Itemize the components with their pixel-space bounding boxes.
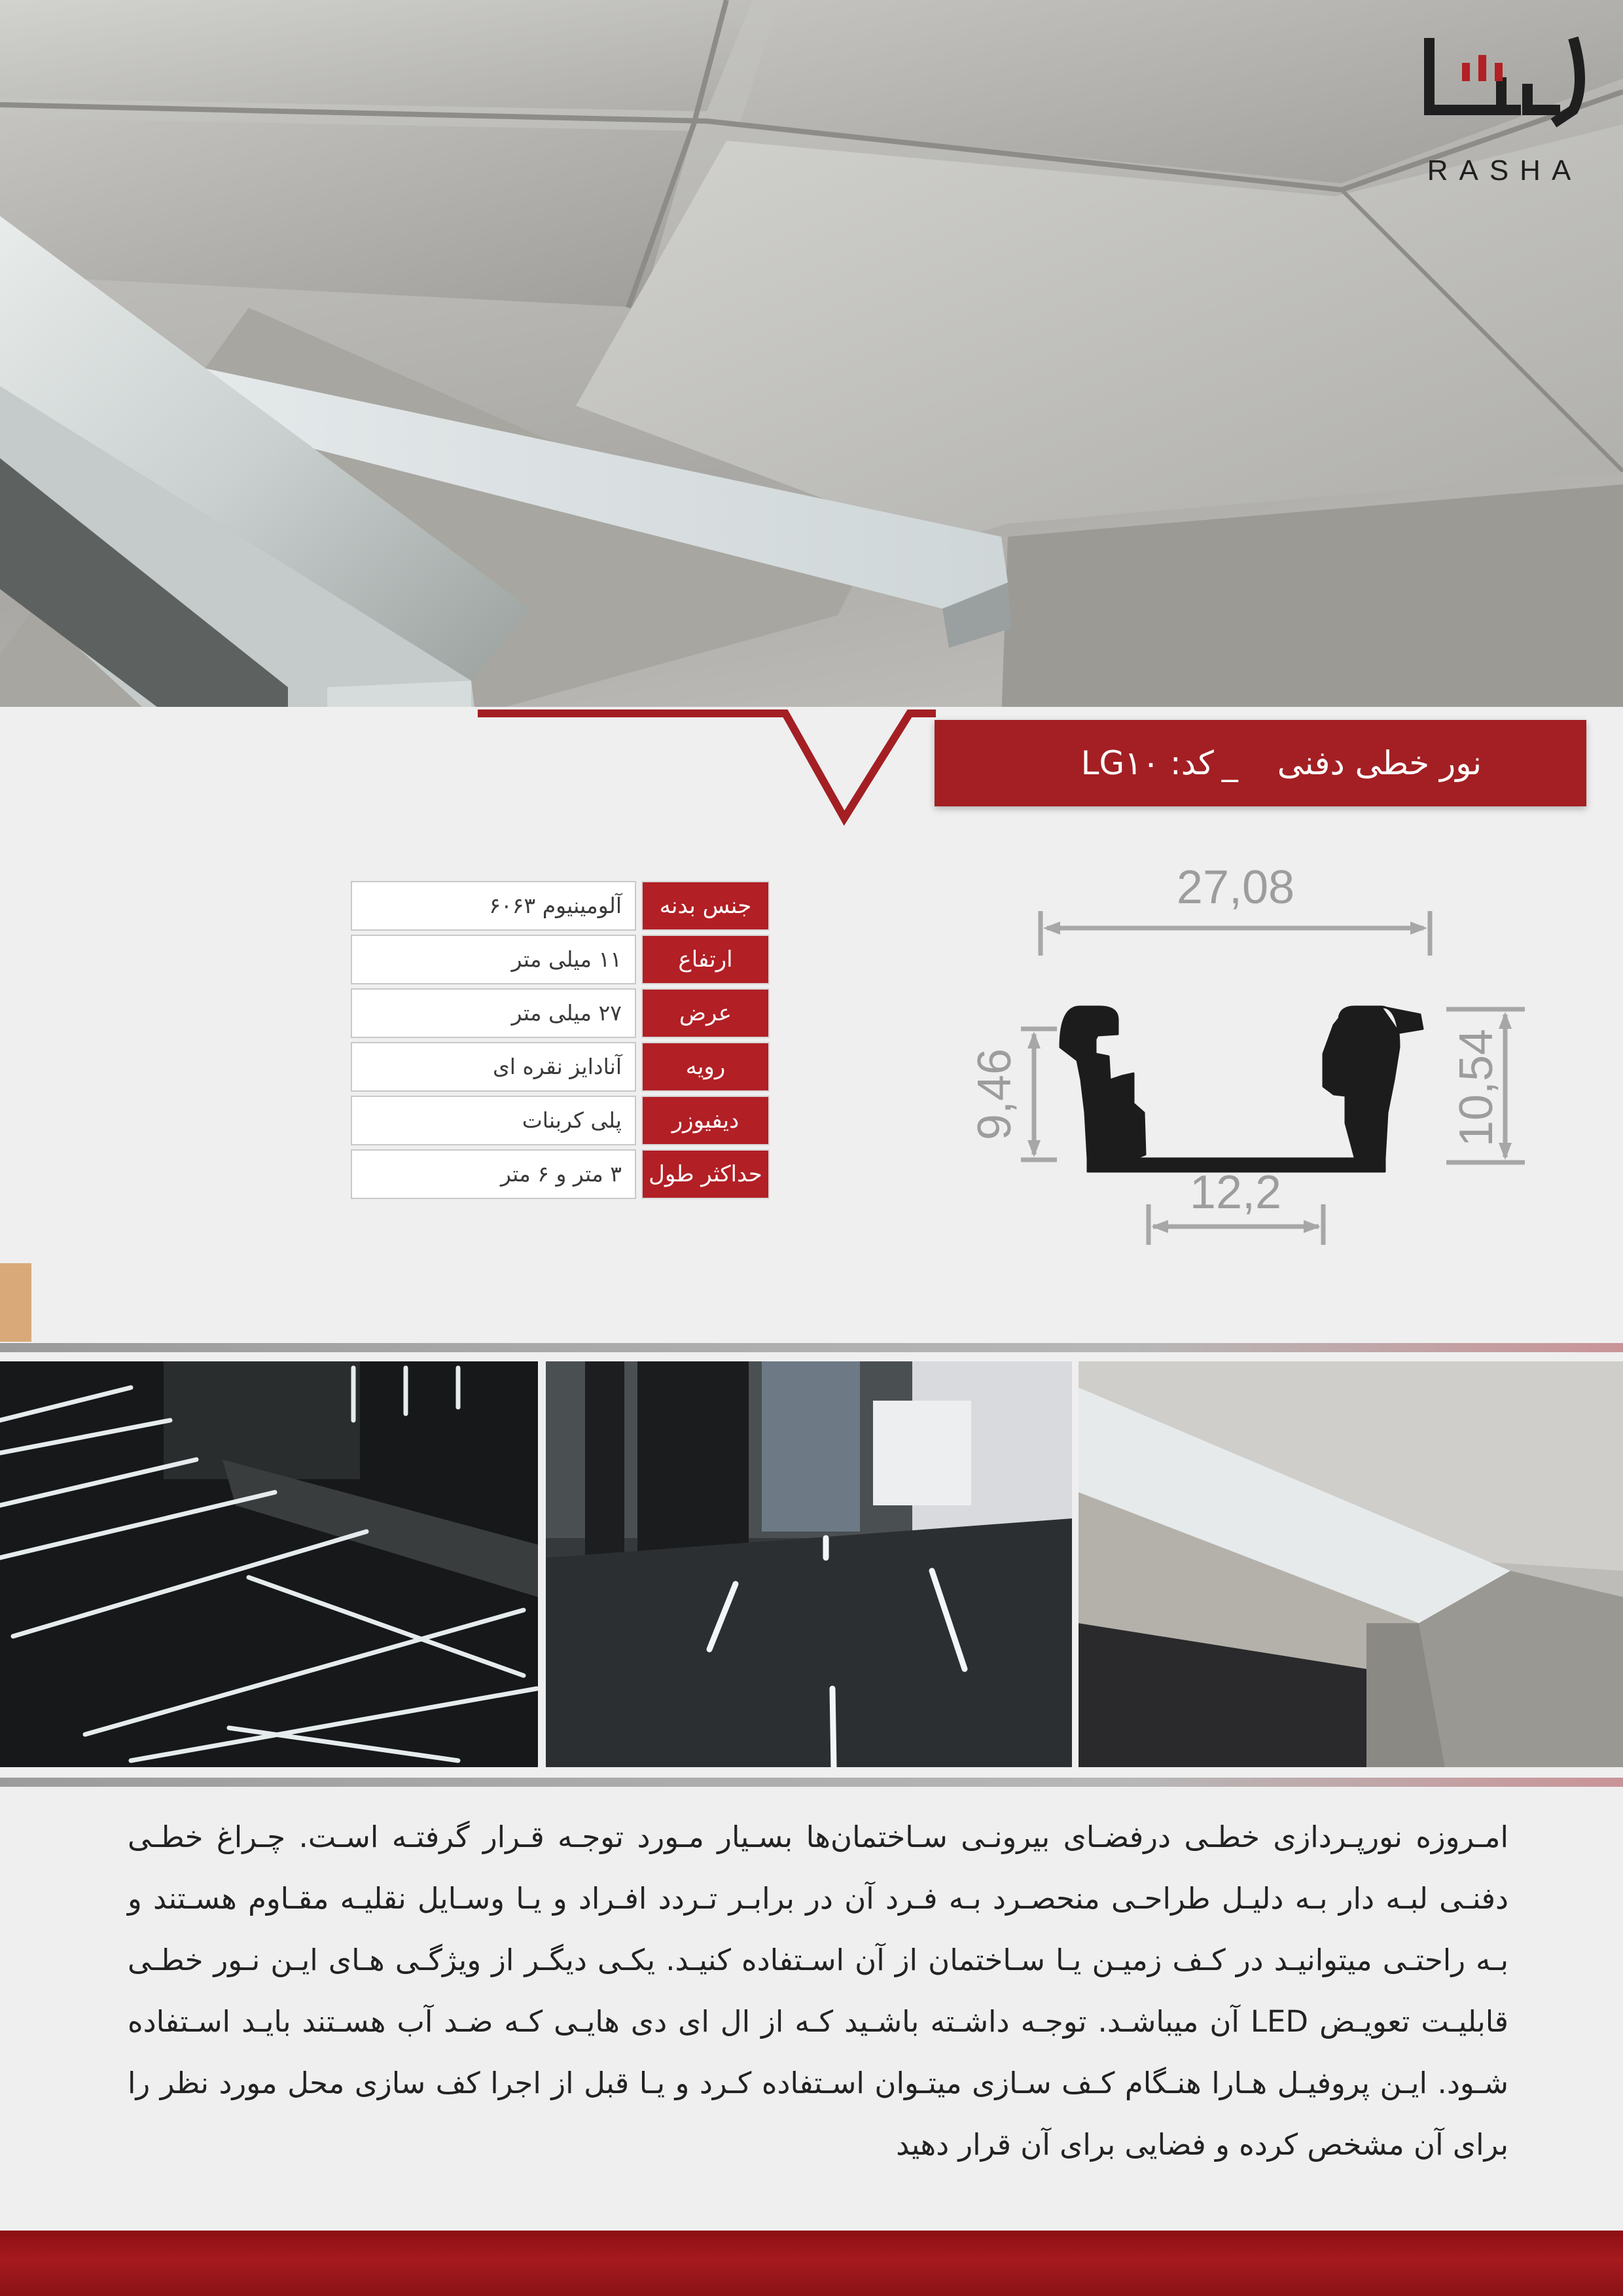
spec-label: جنس بدنه — [641, 881, 770, 931]
product-title-banner — [935, 720, 1586, 806]
spec-row — [351, 881, 776, 931]
spec-row — [351, 1149, 776, 1199]
profile-closeup-illustration — [1079, 1361, 1623, 1767]
divider-line-top — [0, 1343, 1623, 1352]
dim-arrow — [1151, 1220, 1168, 1233]
application-photo-profile-closeup — [1079, 1361, 1623, 1767]
spec-row — [351, 988, 776, 1038]
accent-tab — [0, 1263, 31, 1342]
spec-value: ۱۱ میلی متر — [351, 935, 636, 984]
rasha-logo-mark — [1423, 31, 1586, 130]
spec-value: ۲۷ میلی متر — [351, 988, 636, 1038]
spec-table — [351, 881, 776, 1203]
dim-arrow — [1027, 1031, 1041, 1049]
dim-arrow — [1043, 922, 1060, 935]
application-photo-lobby-floor — [546, 1361, 1072, 1767]
spec-label: ارتفاع — [641, 935, 770, 984]
spec-label: رویه — [641, 1042, 770, 1092]
application-photo-night-pavement — [0, 1361, 538, 1767]
dim-label-top-width: 27,08 — [1176, 861, 1295, 914]
dim-label-left-height: 9,46 — [969, 1048, 1021, 1141]
spec-row — [351, 935, 776, 984]
night-pavement-illustration — [0, 1361, 538, 1767]
hero-photo-illustration — [0, 0, 1623, 720]
title-separator: _ — [1221, 744, 1238, 782]
spec-label: حداکثر طول — [641, 1149, 770, 1199]
product-description: امـروزه نورپـردازی خطـی درفضـای بیرونـی سـاختمان‌ها بسـیار مـورد توجـه قـرار گرفتـه اسـت. چـراغ خطـی دفنـی لبـه دار بـه دلیـل طراحـی منحصـرد بـه فـرد آن در برابـر تـردد افـراد و یـا وسـایل نقلیـه مقـاوم هسـتند و بـه راحتـی میتوانیـد در کـف زمیـن یـا سـاختمان از آن اسـتفاده کنیـد. یکـی دیگـر از ویژگـی هـای ایـن نـور خطـی قابلیـت تعویـض LED آن میباشـد. توجـه داشـته باشـید کـه از ال ای دی هایـی کـه ضـد آب هسـتند بایـد اسـتفاده شـود. ایـن پروفیـل هـارا هنـگام کـف سـازی میتـوان اسـتفاده کـرد و یـا قبل از اجرا کف سازی محل مورد نظر را برای آن مشخص کرده و فضایی برای آن قرار دهید — [128, 1820, 1508, 2162]
divider-line-bottom — [0, 1778, 1623, 1787]
profile-cross-section — [1060, 1007, 1423, 1172]
dim-arrow — [1027, 1140, 1041, 1157]
spec-row — [351, 1042, 776, 1092]
dim-arrow — [1499, 1012, 1512, 1029]
product-title: نور خطی دفنی — [1277, 744, 1482, 782]
lobby-floor-illustration — [546, 1361, 1072, 1767]
brand-name: RASHA — [1427, 154, 1582, 187]
hero-product-photo — [0, 0, 1623, 720]
dim-label-right-height: 10,54 — [1450, 1028, 1503, 1147]
spec-value: آنادایز نقره ای — [351, 1042, 636, 1092]
spec-value: آلومینیوم ۶۰۶۳ — [351, 881, 636, 931]
spec-value: ۳ متر و ۶ متر — [351, 1149, 636, 1199]
footer-bar — [0, 2231, 1623, 2296]
dim-label-inner-width: 12,2 — [1189, 1166, 1282, 1219]
product-code: کد: LG۱۰ — [1080, 744, 1214, 782]
profile-dimension-diagram — [962, 851, 1551, 1270]
spec-label: دیفیوزر — [641, 1096, 770, 1145]
spec-row — [351, 1096, 776, 1145]
spec-label: عرض — [641, 988, 770, 1038]
brand-logo — [1423, 31, 1586, 187]
dim-arrow — [1410, 922, 1427, 935]
dim-arrow — [1304, 1220, 1321, 1233]
spec-value: پلی کربنات — [351, 1096, 636, 1145]
